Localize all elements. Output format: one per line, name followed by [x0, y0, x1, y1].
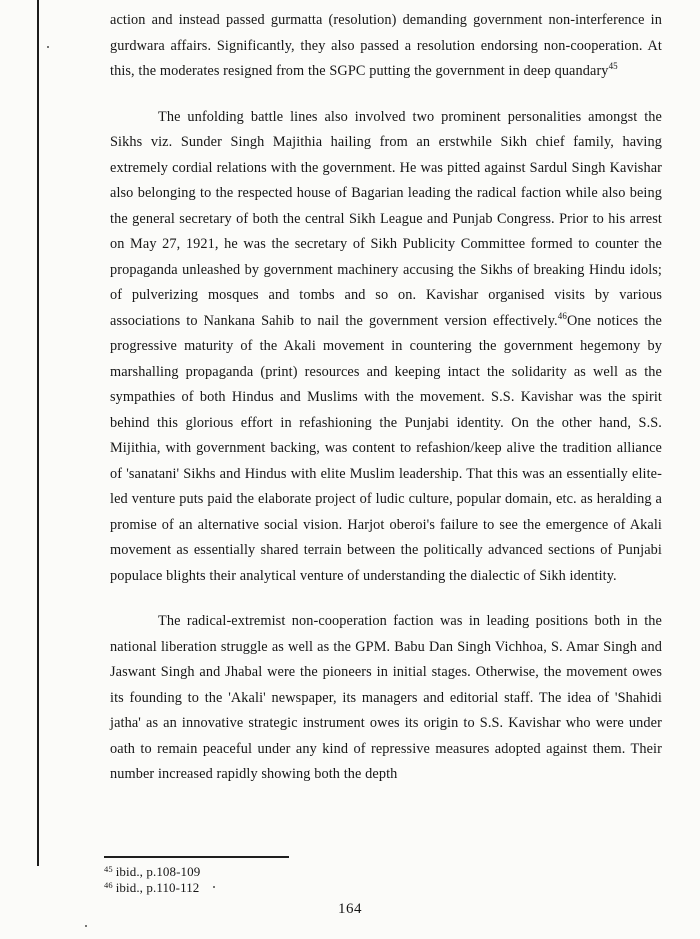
footnote-ref: 45: [608, 61, 618, 71]
body-paragraph: action and instead passed gurmatta (resolution) demanding government non-interference in gurdwara affairs. Significantly, they also passed a resolution endorsing non-cooperation. At this, the moderates resigned from the SGPC putting the government in deep quandary$^{45}$: [110, 12, 662, 79]
scan-speck: [47, 46, 49, 48]
footnote-ref: 46: [557, 310, 567, 321]
scan-edge-line: [37, 0, 39, 866]
page-number: 164: [338, 901, 362, 917]
scan-speck: [85, 925, 87, 927]
footnote-marker: 46: [104, 879, 113, 890]
footnote: $^{46}$ ibid., p.110-112: [104, 879, 200, 895]
footnote-list: [104, 864, 504, 895]
body-text-block: [110, 8, 662, 808]
footnote-separator: [104, 856, 289, 858]
footnote: $^{45}$ ibid., p.108-109: [104, 864, 201, 879]
body-paragraph: The radical-extremist non-cooperation faction was in leading positions both in the national liberation struggle as well as the GPM. Babu Dan Singh Vichhoa, S. Amar Singh and Jaswant Singh and Jhabal were the pioneers in initial stages. Otherwise, the movement owes its founding to the 'Akali' newspaper, its managers and editorial staff. The idea of 'Shahidi jatha' as an innovative strategic instrument owes its origin to S.S. Kavishar who were under oath to remain peaceful under any kind of repressive measures adopted against them. Their number increased rapidly showing both the depth: [110, 613, 662, 782]
body-paragraph: The unfolding battle lines also involved two prominent personalities amongst the Sikhs viz. Sunder Singh Majithia hailing from an erstwhile Sikh chief family, having extremely cordial relations with the government. He was pitted against Sardul Singh Kavishar also belonging to the respected house of Bagarian leading the radical faction while also being the general secretary of both the central Sikh League and Punjab Congress. Prior to his arrest on May 27, 1921, he was the secretary of Sikh Publicity Committee formed to counter the propaganda unleashed by government machinery accusing the Sikhs of breaking Hindu idols; of pulverizing mosques and tombs and so on. Kavishar organised visits by various associations to Nankana Sahib to nail the government version effectively.$^{46}$One notices the progressive maturity of the Akali movement in countering the government hegemony by marshalling propaganda (print) resources and keeping intact the solidarity as well as the sympathies of both Hindus and Muslims with the movement. S.S. Kavishar was the spirit behind this glorious effort in refashioning the Punjabi identity. On the other hand, S.S. Mijithia, with government backing, was content to refashion/keep alive the tradition alliance of 'sanatani' Sikhs and Hindus with elite Muslim leadership. That this was an essentially elite-led venture puts paid the elaborate project of ludic culture, popular domain, etc. as heralding a promise of an alternative social vision. Harjot oberoi's failure to see the emergence of Akali movement as essentially shared terrain between the politically advanced sections of Punjabi populace blights their analytical venture of understanding the dialectic of Sikh identity.: [110, 108, 662, 584]
footnote-area: [104, 856, 504, 895]
footnote-marker: 45: [104, 864, 113, 874]
